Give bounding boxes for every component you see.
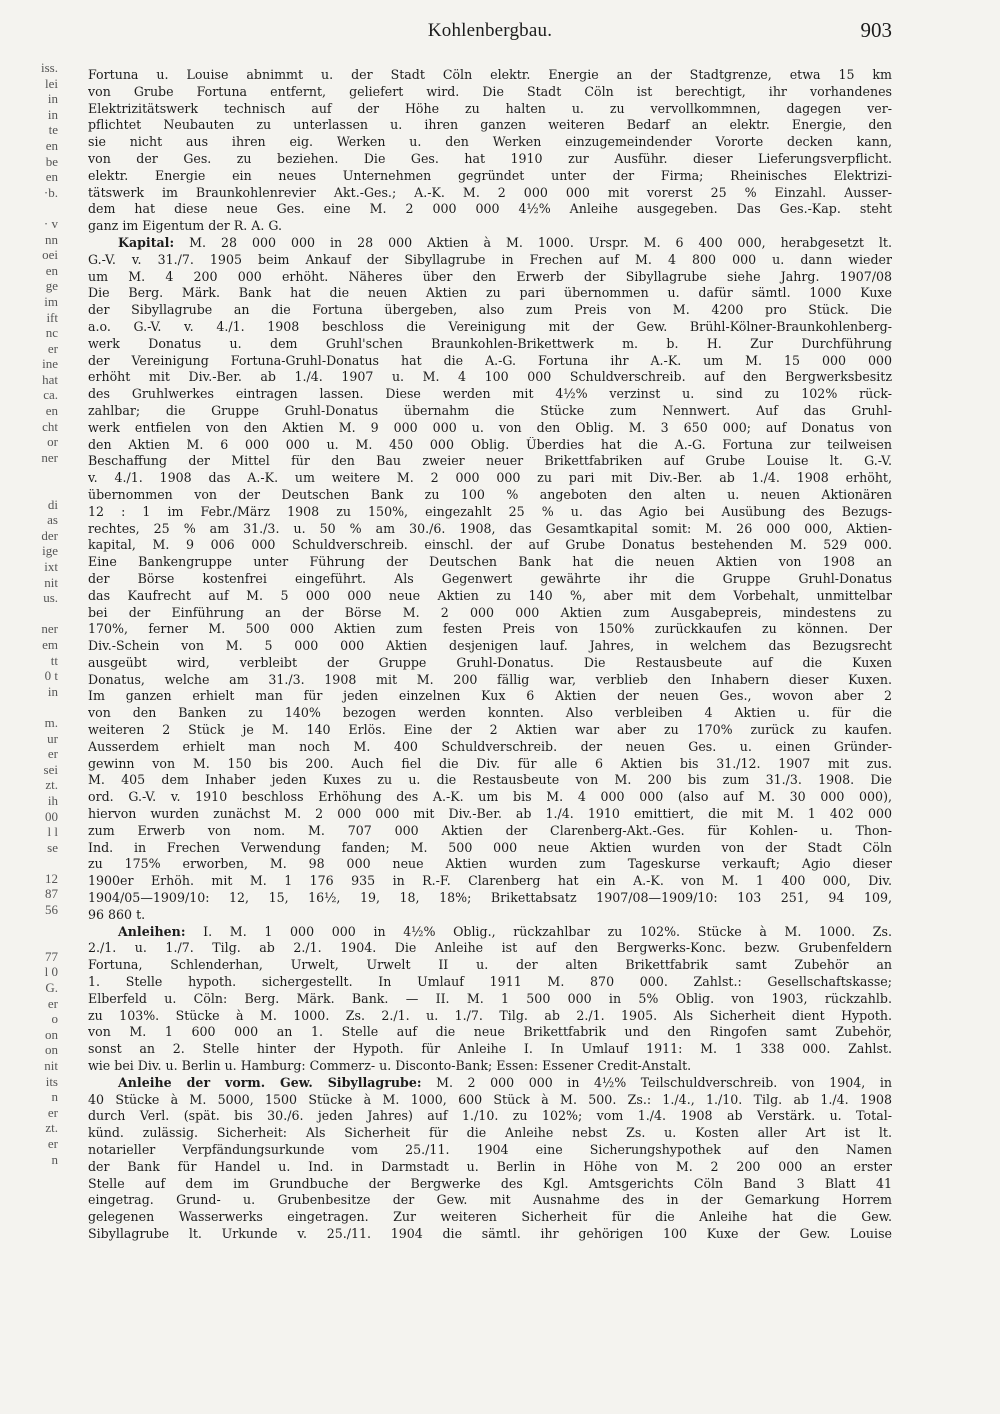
margin-fragment: ca. <box>43 387 58 403</box>
text-line <box>88 319 892 336</box>
margin-fragment: ixt <box>44 559 58 574</box>
text-line <box>88 67 892 84</box>
text-line <box>88 201 892 218</box>
line-text: a.o. G.-V. v. 4./1. 1908 beschloss die Vereinigung mit der Gew. Brühl-Kölner-Braunkohlenberg- <box>88 318 892 334</box>
line-text: Div.-Schein von M. 5 000 000 Aktien desjenigen lauf. Jahres, in welchem das Bezugsrecht <box>88 638 892 654</box>
text-line <box>88 386 892 403</box>
text-line <box>88 235 892 252</box>
text-line <box>88 1226 892 1243</box>
margin-fragment: der <box>41 527 58 543</box>
line-text: der Börse kostenfrei eingeführt. Als Gegenwert gewährte ihr die Gruppe Gruhl-Donatus <box>88 570 892 586</box>
text-line <box>88 134 892 151</box>
line-text: M. 2 000 000 in 4½% Teilschuldverschreib. von 1904, in <box>421 1074 892 1090</box>
margin-fragment: ·b. <box>43 184 58 200</box>
margin-fragment: se <box>47 839 58 855</box>
line-text: des Gruhlwerkes eintragen lassen. Diese werden mit 4½% verzinst u. sind zu 102% rück- <box>88 386 892 402</box>
line-text: von Grube Fortuna entfernt, geliefert wird. Die Stadt Cöln ist berechtigt, ihr vorhandenes <box>88 83 892 99</box>
page-number: 903 <box>860 18 892 42</box>
text-line <box>88 1092 892 1109</box>
line-text: G.-V. v. 31./7. 1905 beim Ankauf der Sibyllagrube in Frechen auf M. 4 800 000 u. dann wieder <box>88 251 892 267</box>
line-text: Im ganzen erhielt man für jeden einzelnen Kux 6 Aktien der neuen Ges., wovon aber 2 <box>88 688 892 704</box>
margin-fragment: ur <box>47 730 58 746</box>
line-text: gelegenen Wasserwerks eingetragen. Zur weiteren Sicherheit für die Anleihe hat die Gew. <box>88 1209 892 1225</box>
line-text: elektr. Energie ein neues Unternehmen gegründet unter der Firma; Rheinisches Elektrizi- <box>88 167 892 183</box>
margin-fragment: er <box>47 1135 58 1151</box>
line-text: übernommen von der Deutschen Bank zu 100 % angeboten den alten u. neuen Aktionären <box>88 486 892 502</box>
margin-fragment: nit <box>44 574 58 590</box>
text-line <box>88 1108 892 1125</box>
text-line <box>88 336 892 353</box>
text-line <box>88 957 892 974</box>
text-line <box>88 840 892 857</box>
section-heading: Anleihen: <box>118 923 186 939</box>
margin-fragment: on <box>45 1042 58 1058</box>
text-line <box>88 1041 892 1058</box>
line-text: von M. 1 600 000 an 1. Stelle auf die neue Brikettfabrik und den Ringofen samt Zubehör, <box>88 1024 892 1040</box>
text-line <box>88 940 892 957</box>
line-text: Fortuna, Schlenderhan, Urwelt, Urwelt II u. der alten Brikettfabrik samt Zubehör an <box>88 957 892 973</box>
margin-fragment: di <box>47 496 58 512</box>
margin-fragment: tt <box>50 652 58 668</box>
line-text: Elektrizitätswerk technisch auf der Höhe zu halten u. zu vervollkommnen, dagegen ver- <box>88 100 892 116</box>
line-text: von den Banken zu 140% bezogen werden konnten. Also verbleiben 4 Aktien u. für die <box>88 705 892 721</box>
running-head: Kohlenbergbau. <box>427 20 553 41</box>
margin-fragment: en <box>45 137 58 153</box>
margin-fragment: l 0 <box>44 964 58 980</box>
line-text: I. M. 1 000 000 in 4½% Oblig., rückzahlbar zu 102%. Stücke à M. 1000. Zs. <box>185 923 892 939</box>
margin-fragment: nit <box>44 1058 58 1073</box>
text-line <box>88 487 892 504</box>
text-line <box>88 974 892 991</box>
line-text: sie nicht aus ihren eig. Werken u. den Werken einzugemeindender Vororte decken kann, <box>88 134 892 150</box>
margin-fragment: sei <box>43 761 58 777</box>
text-line <box>88 1058 892 1075</box>
line-text: gewinn von M. 150 bis 200. Auch fiel die Div. für alle 6 Aktien bis 31./12. 1907 mit zus. <box>88 755 892 771</box>
margin-fragment: its <box>45 1073 58 1089</box>
text-line <box>88 168 892 185</box>
line-text: der Bank für Handel u. Ind. in Darmstadt u. Berlin in Höhe von M. 2 200 000 an erster <box>88 1158 892 1174</box>
text-line <box>88 537 892 554</box>
text-line <box>88 756 892 773</box>
line-text: 40 Stücke à M. 5000, 1500 Stücke à M. 1000, 600 Stück à M. 500. Zs.: 1./4., 1./10. Tilg. ab 1./4. 1908 <box>88 1091 892 1107</box>
margin-fragment: er <box>47 995 58 1011</box>
margin-fragment: nn <box>45 231 58 247</box>
margin-fragment: ge <box>45 278 58 294</box>
text-line <box>88 453 892 470</box>
line-text: durch Verl. (spät. bis 30./6. jeden Jahres) auf 1./10. zu 102%; vom 1./4. 1908 ab Verstärk. u. Total- <box>88 1108 892 1124</box>
text-line <box>88 672 892 689</box>
margin-fragment: ine <box>42 356 58 372</box>
line-text: 170%, ferner M. 500 000 Aktien zum festen Preis von 150% zurückkaufen zu können. Der <box>88 621 892 637</box>
text-line <box>88 605 892 622</box>
margin-fragment: iss. <box>41 60 58 75</box>
line-text: zu 103%. Stücke à M. 1000. Zs. 2./1. u. 1./7. Tilg. ab 2./1. 1905. Als Sicherheit dient Hypoth. <box>88 1007 892 1023</box>
text-line <box>88 907 892 924</box>
margin-fragment: te <box>48 122 58 138</box>
text-line <box>88 638 892 655</box>
line-text: Fortuna u. Louise abnimmt u. der Stadt Cöln elektr. Energie an der Stadtgrenze, etwa 15 km <box>88 67 892 82</box>
margin-fragment: n <box>51 1089 58 1105</box>
text-line <box>88 84 892 101</box>
line-text: das Kaufrecht auf M. 5 000 000 neue Aktien zu 140 %, aber mit dem Vorbehalt, unmittelbar <box>88 587 892 603</box>
line-text: M. 405 dem Inhaber jeden Kuxes zu u. die Restausbeute von M. 200 bis zum 31./3. 1908. Die <box>88 772 892 788</box>
margin-fragment: in <box>47 106 58 122</box>
text-line <box>88 1142 892 1159</box>
margin-fragment: ner <box>41 449 58 465</box>
text-line <box>88 185 892 202</box>
text-line <box>88 353 892 370</box>
line-text: tätswerk im Braunkohlenrevier Akt.-Ges.; A.-K. M. 2 000 000 mit vorerst 25 % Einzahl. Ausser- <box>88 184 892 200</box>
line-text: rechtes, 25 % am 31./3. u. 50 % am 30./6. 1908, das Gesamtkapital somit: M. 26 000 000, Aktien- <box>88 520 892 536</box>
line-text: Eine Bankengruppe unter Führung der Deutschen Bank hat die neuen Aktien von 1908 an <box>88 554 892 570</box>
line-text: notarieller Verpfändungsurkunde vom 25./11. 1904 eine Sicherungshypothek auf den Namen <box>88 1142 892 1157</box>
section-heading: Kapital: <box>118 234 175 250</box>
text-line <box>88 571 892 588</box>
margin-fragment <box>0 465 58 481</box>
text-line <box>88 101 892 118</box>
margin-fragment: er <box>47 340 58 356</box>
line-text: um M. 4 200 000 erhöht. Näheres über den Erwerb der Sibyllagrube siehe Jahrg. 1907/08 <box>88 268 892 284</box>
line-text: zahlbar; die Gruppe Gruhl-Donatus übernahm die Stücke zum Nennwert. Auf das Gruhl- <box>88 402 892 418</box>
margin-fragment: in <box>47 91 58 107</box>
line-text: künd. zulässig. Sicherheit: Als Sicherheit für die Anleihe nebst Zs. u. Kosten aller Art ist lt. <box>88 1125 892 1141</box>
text-line <box>88 1125 892 1142</box>
line-text: weiteren 2 Stück je M. 140 Erlös. Eine der 2 Aktien war aber zu 170% zurück zu kaufen. <box>88 722 892 738</box>
margin-fragment: zt. <box>45 777 58 793</box>
margin-fragment <box>0 606 58 622</box>
text-line <box>88 521 892 538</box>
line-text: zu 175% erworben, M. 98 000 neue Aktien wurden zum Tageskurse verkauft; Agio dieser <box>88 856 892 872</box>
page-header <box>88 18 892 48</box>
margin-fragment: G. <box>45 980 58 996</box>
text-line <box>88 369 892 386</box>
line-text: den Aktien M. 6 000 000 u. M. 450 000 Oblig. Überdies hat die A.-G. Fortuna zur teilweisen <box>88 436 892 452</box>
line-text: 1900er Erhöh. mit M. 1 176 935 in R.-F. Clarenberg hat ein A.-K. von M. 1 400 000, Div. <box>88 873 892 889</box>
text-line <box>88 739 892 756</box>
line-text: 1. Stelle hypoth. sichergestellt. In Umlauf 1911 M. 870 000. Zahlst.: Gesellschaftskasse; <box>88 974 892 990</box>
margin-fragment <box>0 699 58 715</box>
margin-fragment: o <box>51 1011 58 1027</box>
text-line <box>88 705 892 722</box>
line-text: hiervon wurden zunächst M. 2 000 000 mit Div.-Ber. ab 1./4. 1910 emittiert, die mit M. 1 402 000 <box>88 806 892 822</box>
text-line <box>88 1075 892 1092</box>
text-line <box>88 806 892 823</box>
text-line <box>88 285 892 302</box>
line-text: wie bei Div. u. Berlin u. Hamburg: Commerz- u. Disconto-Bank; Essen: Essener Credit-Anstalt. <box>88 1058 692 1074</box>
margin-fragment <box>0 200 58 216</box>
text-line <box>88 991 892 1008</box>
line-text: ord. G.-V. v. 1910 beschloss Erhöhung des A.-K. um bis M. 4 000 000 (also auf M. 30 000 000), <box>88 789 892 805</box>
text-line <box>88 823 892 840</box>
text-line <box>88 420 892 437</box>
text-line <box>88 504 892 521</box>
line-text: 96 860 t. <box>88 906 146 922</box>
margin-fragment: er <box>47 1104 58 1120</box>
margin-fragment: ige <box>42 543 58 559</box>
margin-fragment: oei <box>42 247 58 263</box>
line-text: Ausserdem erhielt man noch M. 400 Schuldverschreib. der neuen Ges. u. einen Gründer- <box>88 738 892 754</box>
text-line <box>88 151 892 168</box>
line-text: Stelle auf dem im Grundbuche der Bergwerke des Kgl. Amtsgerichts Cöln Band 3 Blatt 41 <box>88 1175 892 1191</box>
line-text: dem hat diese neue Ges. eine M. 2 000 000 4½% Anleihe ausgegeben. Das Ges.-Kap. steht <box>88 201 892 217</box>
margin-fragment: ih <box>47 792 58 808</box>
margin-fragment: us. <box>43 590 58 606</box>
text-line <box>88 218 892 235</box>
line-text: ganz im Eigentum der R. A. G. <box>88 218 282 234</box>
text-line <box>88 302 892 319</box>
margin-fragment: 12 <box>45 870 58 886</box>
line-text: M. 28 000 000 in 28 000 Aktien à M. 1000. Urspr. M. 6 400 000, herabgesetzt lt. <box>174 234 892 250</box>
text-line <box>88 437 892 454</box>
line-text: sonst an 2. Stelle hinter der Hypoth. für Anleihe I. In Umlauf 1911: M. 1 338 000. Zahlst. <box>88 1041 892 1057</box>
section-heading: Anleihe der vorm. Gew. Sibyllagrube: <box>118 1074 422 1090</box>
line-text: werk entfielen von den Aktien M. 9 000 000 u. von den Oblig. M. 3 650 000; auf Donatus von <box>88 419 892 435</box>
margin-fragment: nc <box>45 325 58 341</box>
margin-fragment: cht <box>42 418 58 434</box>
body-text <box>88 67 892 1357</box>
line-text: Beschaffung der Mittel für den Bau zweier neuer Brikettfabriken auf Grube Louise lt. G.-V. <box>88 453 892 469</box>
text-line <box>88 789 892 806</box>
margin-fragment: ift <box>46 309 58 325</box>
line-text: erhöht mit Div.-Ber. ab 1./4. 1907 u. M. 4 100 000 Schuldverschreib. auf den Bergwerksbesitz <box>88 369 892 385</box>
margin-fragment: or <box>47 434 58 450</box>
line-text: 2./1. u. 1./7. Tilg. ab 2./1. 1904. Die Anleihe ist auf den Bergwerks-Konc. bezw. Grubenfeldern <box>88 940 892 956</box>
line-text: der Vereinigung Fortuna-Gruhl-Donatus hat die A.-G. Fortuna ihr A.-K. um M. 15 000 000 <box>88 352 892 368</box>
line-text: 1904/05—1909/10: 12, 15, 16½, 19, 18, 18%; Brikettabsatz 1907/08—1909/10: 103 251, 94 109, <box>88 890 892 906</box>
margin-fragment: er <box>47 746 58 762</box>
line-text: Donatus, welche am 31./3. 1908 mit M. 200 fällig war, verblieb den Inhabern dieser Kuxen. <box>88 671 892 687</box>
margin-fragment: 77 <box>45 948 58 964</box>
line-text: Sibyllagrube lt. Urkunde v. 25./11. 1904 die sämtl. ihr gehörigen 100 Kuxe der Gew. Louise <box>88 1225 892 1241</box>
margin-fragment: 56 <box>45 902 58 918</box>
margin-fragment: on <box>45 1026 58 1042</box>
line-text: der Sibyllagrube an die Fortuna übergeben, also zum Preis von M. 4200 pro Stück. Die <box>88 302 892 318</box>
text-line <box>88 655 892 672</box>
margin-fragment: n <box>51 1151 58 1167</box>
line-text: kapital, M. 9 006 000 Schuldverschreib. einschl. der auf Grube Donatus bestehenden M. 529 000. <box>88 537 892 553</box>
margin-fragment: hat <box>42 371 58 387</box>
margin-fragment: in <box>47 683 58 699</box>
text-line <box>88 1159 892 1176</box>
line-text: eingetrag. Grund- u. Grubenbesitze der Gew. mit Ausnahme des in der Gemarkung Horrem <box>88 1192 892 1208</box>
line-text: Ind. in Frechen Verwendung fanden; M. 500 000 neue Aktien wurden von der Stadt Cöln <box>88 839 892 855</box>
margin-fragment: lei <box>45 75 58 91</box>
margin-fragment: zt. <box>45 1120 58 1136</box>
margin-fragment: en <box>45 262 58 278</box>
text-line <box>88 470 892 487</box>
margin-fragment <box>0 855 58 871</box>
text-line <box>88 856 892 873</box>
line-text: bei der Einführung an der Börse M. 2 000 000 Aktien zum Ausgabepreis, mindestens zu <box>88 604 892 620</box>
margin-fragment: l l <box>47 824 58 840</box>
margin-fragment: as <box>47 512 58 528</box>
line-text: 12 : 1 im Febr./März 1908 zu 150%, eingezahlt 25 % u. das Agio bei Ausübung des Bezugs- <box>88 503 892 519</box>
margin-fragment: 87 <box>45 886 58 902</box>
text-line <box>88 117 892 134</box>
text-line <box>88 924 892 941</box>
text-line <box>88 890 892 907</box>
margin-fragment: en <box>45 403 58 419</box>
text-line <box>88 621 892 638</box>
line-text: von der Ges. zu beziehen. Die Ges. hat 1910 zur Ausführ. dieser Lieferungsverpflicht. <box>88 150 892 166</box>
margin-fragment <box>0 933 58 949</box>
margin-fragment: be <box>45 153 58 169</box>
line-text: zum Erwerb von nom. M. 707 000 Aktien der Clarenberg-Akt.-Ges. für Kohlen- u. Thon- <box>88 822 892 838</box>
line-text: Elberfeld u. Cöln: Berg. Märk. Bank. — II. M. 1 500 000 in 5% Oblig. von 1903, rückzahlb. <box>88 990 892 1006</box>
line-text: Die Berg. Märk. Bank hat die neuen Aktien zu pari übernommen u. dafür sämtl. 1000 Kuxe <box>88 285 892 301</box>
text-line <box>88 1176 892 1193</box>
margin-fragment: em <box>42 636 58 652</box>
margin-fragment: 0 t <box>44 668 58 684</box>
text-line <box>88 1008 892 1025</box>
margin-fragment: en <box>45 169 58 185</box>
text-line <box>88 252 892 269</box>
text-line <box>88 688 892 705</box>
text-line <box>88 403 892 420</box>
text-line <box>88 873 892 890</box>
margin-fragment <box>0 481 58 497</box>
adjacent-page-margin <box>0 60 58 1380</box>
text-line <box>88 772 892 789</box>
text-line <box>88 722 892 739</box>
line-text: v. 4./1. 1908 das A.-K. um weitere M. 2 000 000 zu pari mit Div.-Ber. ab 1./4. 1908 erhöht, <box>88 470 892 486</box>
line-text: ausgeübt wird, verbleibt der Gruppe Gruhl-Donatus. Die Restausbeute auf die Kuxen <box>88 654 892 670</box>
margin-fragment: im <box>44 293 58 309</box>
margin-fragment: ner <box>41 621 58 637</box>
margin-fragment: · v <box>43 215 58 231</box>
text-line <box>88 588 892 605</box>
text-line <box>88 1024 892 1041</box>
line-text: werk Donatus u. dem Gruhl'schen Braunkohlen-Brikettwerk m. b. H. Zur Durchführung <box>88 335 892 351</box>
text-line <box>88 1209 892 1226</box>
text-line <box>88 269 892 286</box>
text-line <box>88 554 892 571</box>
margin-fragment: m. <box>44 714 58 730</box>
margin-fragment <box>0 918 58 934</box>
margin-fragment: 00 <box>45 808 58 824</box>
text-line <box>88 1192 892 1209</box>
line-text: pflichtet Neubauten zu unterlassen u. ihren ganzen weiteren Bedarf an elektr. Energie, den <box>88 117 892 133</box>
